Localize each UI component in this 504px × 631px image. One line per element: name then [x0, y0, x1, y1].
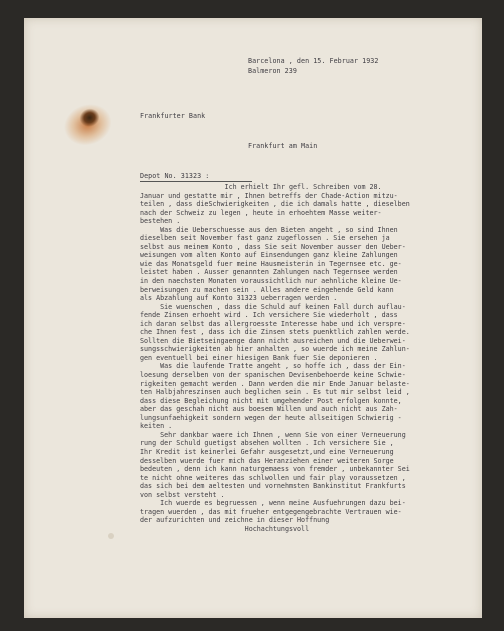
body-line: Hochachtungsvoll [140, 524, 310, 533]
body-line: aber das geschah nicht aus boesem Willen und auch nicht aus Zah- [140, 405, 398, 414]
recipient: Frankfurter Bank [140, 112, 206, 120]
body-line: keiten . [140, 422, 173, 431]
body-line: bedeuten , denn ich kann naturgemaess von fremder , unbekannter Sei [140, 465, 410, 474]
body-line: desselben wuerde fuer mich das Heranziehen einer weiteren Sorge [140, 456, 394, 465]
body-line: lungsunfaehigkeit sondern wegen der heute allseitigen Schwierig - [140, 413, 402, 422]
place-date: Barcelona , den 15. Februar 1932 [248, 57, 379, 65]
body-line: ten Halbjahreszinsen auch beglichen sein . Es tut mir selbst leid , [140, 388, 410, 397]
body-line: gen eventuell bei einer hiesigen Bank fuer Sie deponieren . [140, 353, 378, 362]
body-line: wie das Monatsgeld fuer meine Hausmeisterin in Tegernsee etc. ge- [140, 259, 402, 268]
body-line: dieselben seit November fast ganz zugeflossen . Sie ersehen ja [140, 234, 390, 243]
body-line: Ich erhielt Ihr gefl. Schreiben vom 28. [140, 183, 382, 191]
body-line: fende Zinsen erhoeht wird . Ich versichere Sie wiederholt , dass [140, 311, 398, 320]
body-line: berweisungen zu machen sein . Alles andere eingehende Geld kann [140, 285, 394, 294]
rust-stain [56, 89, 125, 161]
body-line: Was die laufende Tratte angeht , so hoffe ich , dass der Ein- [140, 362, 406, 371]
body-line: tragen wuerden , das mit frueher entgegengebrachte Vertrauen wie- [140, 507, 402, 516]
body-line: Sollten die Bietseingaenge dann nicht ausreichen und die Ueberwei- [140, 336, 406, 345]
recipient-city: Frankfurt am Main [248, 142, 318, 150]
letter-body [140, 183, 470, 533]
body-line: leistet haben . Ausser genannten Zahlungen nach Tegernsee werden [140, 268, 398, 277]
body-line: Ich wuerde es begruessen , wenn meine Ausfuehrungen dazu bei- [140, 499, 406, 508]
body-line: Ihr Kredit ist keinerlei Gefahr ausgesetzt,und eine Verneuerung [140, 447, 394, 456]
body-line: Sehr dankbar waere ich Ihnen , wenn Sie von einer Verneuerung [140, 430, 406, 439]
body-line: rigkeiten gemacht werden . Dann werden die mir Ende Januar belaste- [140, 379, 410, 388]
body-line: sungsschwierigkeiten ab hier anhalten , so wuerde ich meine Zahlun- [140, 345, 410, 354]
body-line: che Ihnen fest , dass ich die Zinsen stets puenktlich zahlen werde. [140, 328, 410, 337]
body-line: Sie wuenschen , dass die Schuld auf keinen Fall durch auflau- [140, 302, 406, 311]
body-line: selbst aus meinem Konto , dass Sie seit November ausser den Ueber- [140, 242, 406, 251]
body-line: te nicht ohne weiteres das schlwollen und fair play voraussetzen , [140, 473, 406, 482]
body-line: loesung derselben von der spanischen Devisenbehoerde keine Schwie- [140, 371, 406, 380]
body-line: von selbst versteht . [140, 490, 225, 499]
body-line: als Abzahlung auf Konto 31323 ueberragen werden . [140, 294, 338, 303]
depot-underline [140, 181, 252, 182]
body-line: dass diese Begleichung nicht mit umgehender Post erfolgen konnte, [140, 396, 402, 405]
body-line: nach der Schweiz zu legen , heute in erhoehtem Masse weiter- [140, 208, 382, 217]
body-line: Was die Ueberschuesse aus den Bieten angeht , so sind Ihnen [140, 225, 398, 234]
body-line: bestehen . [140, 217, 181, 226]
body-line: teilen , dass dieSchwierigkeiten , die ich damals hatte , dieselben [140, 200, 410, 209]
sender-address: Balmeron 239 [248, 67, 297, 75]
depot-reference: Depot No. 31323 : [140, 172, 210, 180]
letter-page [24, 18, 482, 618]
body-line: das sich bei dem aeltesten und vornehmsten Bankinstitut Frankfurts [140, 482, 406, 491]
body-line: in den naechsten Monaten voraussichtlich nur aehnliche kleine Ue- [140, 277, 402, 286]
body-line: weisungen vom alten Konto auf Einsendungen ganz kleine Zahlungen [140, 251, 398, 260]
body-line: Januar und gestatte mir , Ihnen betreffs der Chade-Action mitzu- [140, 191, 398, 200]
body-line: rung der Schuld guetigst absehen wollten . Ich versichere Sie , [140, 439, 394, 448]
body-line: der aufzurichten und zeichne in dieser Hoffnung [140, 516, 330, 525]
body-line: ich daran selbst das allergroesste Interesse habe und ich verspre- [140, 319, 406, 328]
punch-hole [108, 533, 114, 539]
